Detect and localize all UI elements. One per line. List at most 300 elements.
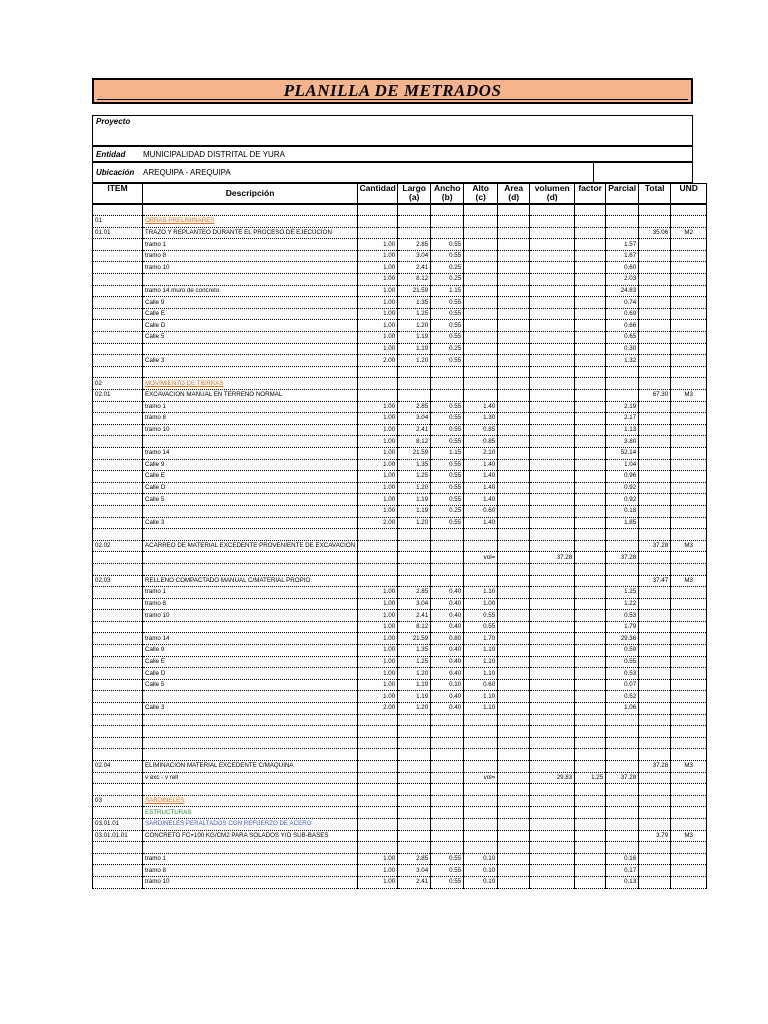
cell-parcial: 0.60	[606, 262, 639, 274]
cell-factor	[575, 308, 606, 320]
cell-alto	[464, 320, 498, 332]
cell-und	[671, 413, 707, 425]
cell-total	[639, 563, 671, 575]
cell-alto	[464, 761, 498, 773]
cell-area	[498, 853, 530, 865]
cell-largo	[398, 378, 431, 390]
cell-item	[93, 459, 143, 471]
cell-item	[93, 424, 143, 436]
cell-largo	[398, 227, 431, 239]
cell-total: 3.79	[639, 830, 671, 842]
cell-parcial	[606, 842, 639, 854]
cell-factor	[575, 447, 606, 459]
cell-vol	[530, 308, 575, 320]
cell-und	[671, 378, 707, 390]
table-row	[93, 436, 707, 448]
table-row	[93, 645, 707, 657]
cell-desc	[143, 274, 358, 286]
cell-vol	[530, 332, 575, 344]
cell-desc: Calle 3	[143, 517, 358, 529]
table-row	[93, 772, 707, 784]
cell-und	[671, 784, 707, 796]
cell-alto: 0.60	[464, 679, 498, 691]
cell-vol: 29.83	[530, 772, 575, 784]
cell-ancho: 0.55	[431, 239, 464, 251]
cell-parcial: 52.14	[606, 447, 639, 459]
cell-und	[671, 274, 707, 286]
cell-desc	[143, 505, 358, 517]
cell-und: M3	[671, 540, 707, 552]
cell-und	[671, 436, 707, 448]
cell-cant	[358, 227, 398, 239]
cell-largo: 1.19	[398, 332, 431, 344]
cell-item	[93, 517, 143, 529]
cell-desc: ELIMINACION MATERIAL EXCEDENTE C/MAQUINA	[143, 761, 358, 773]
table-row	[93, 842, 707, 854]
cell-total: 37.47	[639, 575, 671, 587]
proyecto-label: Proyecto	[96, 117, 131, 126]
cell-item	[93, 842, 143, 854]
cell-vol	[530, 714, 575, 726]
cell-desc: Calle 5	[143, 679, 358, 691]
col-header-desc: Descripción	[143, 184, 358, 204]
cell-item	[93, 679, 143, 691]
cell-ancho: 1.15	[431, 447, 464, 459]
col-header-parcial: Parcial	[606, 184, 639, 204]
cell-alto	[464, 297, 498, 309]
cell-alto: vol=	[464, 772, 498, 784]
cell-largo: 8.12	[398, 274, 431, 286]
cell-area	[498, 772, 530, 784]
cell-ancho: 0.55	[431, 355, 464, 367]
cell-ancho: 0.55	[431, 471, 464, 483]
cell-cant	[358, 540, 398, 552]
cell-und	[671, 250, 707, 262]
cell-alto	[464, 343, 498, 355]
table-row	[93, 332, 707, 344]
cell-area	[498, 355, 530, 367]
cell-cant	[358, 216, 398, 228]
cell-parcial: 0.53	[606, 668, 639, 680]
cell-cant: 1.00	[358, 436, 398, 448]
table-row	[93, 401, 707, 413]
proyecto-box	[92, 115, 693, 146]
cell-und	[671, 424, 707, 436]
cell-desc: tramo 14 muro de concreto	[143, 285, 358, 297]
cell-total	[639, 494, 671, 506]
cell-ancho: 0.55	[431, 401, 464, 413]
cell-parcial	[606, 830, 639, 842]
table-row	[93, 784, 707, 796]
cell-cant: 1.00	[358, 447, 398, 459]
cell-ancho: 0.55	[431, 297, 464, 309]
cell-alto: 1.40	[464, 471, 498, 483]
table-row	[93, 575, 707, 587]
cell-total	[639, 726, 671, 738]
cell-ancho: 0.40	[431, 645, 464, 657]
cell-parcial: 0.92	[606, 482, 639, 494]
col-header-area: Area (d)	[498, 184, 530, 204]
cell-largo: 3.04	[398, 250, 431, 262]
cell-total	[639, 274, 671, 286]
cell-cant: 1.00	[358, 250, 398, 262]
cell-ancho	[431, 726, 464, 738]
cell-ancho: 0.25	[431, 505, 464, 517]
cell-factor	[575, 320, 606, 332]
cell-item: 03.01.01.01	[93, 830, 143, 842]
cell-largo: 2.41	[398, 876, 431, 888]
cell-cant: 1.00	[358, 876, 398, 888]
cell-ancho	[431, 761, 464, 773]
cell-und	[671, 216, 707, 228]
table-row	[93, 204, 707, 216]
cell-und	[671, 610, 707, 622]
cell-vol	[530, 598, 575, 610]
table-row	[93, 714, 707, 726]
cell-desc	[143, 842, 358, 854]
cell-desc	[143, 691, 358, 703]
cell-item	[93, 413, 143, 425]
table-row	[93, 598, 707, 610]
cell-largo: 1.35	[398, 459, 431, 471]
cell-factor	[575, 633, 606, 645]
cell-largo: 3.04	[398, 865, 431, 877]
ubicacion-label: Ubicación	[96, 168, 135, 177]
cell-vol	[530, 390, 575, 402]
cell-parcial: 1.13	[606, 424, 639, 436]
cell-factor	[575, 726, 606, 738]
cell-largo: 2.41	[398, 610, 431, 622]
cell-vol	[530, 842, 575, 854]
cell-total	[639, 459, 671, 471]
cell-area	[498, 227, 530, 239]
cell-ancho	[431, 552, 464, 564]
cell-total	[639, 517, 671, 529]
cell-desc: RELLENO COMPACTADO MANUAL C/MATERIAL PROPIO	[143, 575, 358, 587]
cell-alto	[464, 285, 498, 297]
cell-largo: 1.20	[398, 668, 431, 680]
cell-und	[671, 285, 707, 297]
cell-factor	[575, 761, 606, 773]
cell-item	[93, 621, 143, 633]
cell-largo	[398, 204, 431, 216]
cell-largo	[398, 366, 431, 378]
cell-total: 37.28	[639, 540, 671, 552]
table-row	[93, 761, 707, 773]
cell-area	[498, 517, 530, 529]
cell-und	[671, 517, 707, 529]
cell-area	[498, 714, 530, 726]
cell-vol	[530, 563, 575, 575]
cell-item: 02.02	[93, 540, 143, 552]
cell-factor	[575, 424, 606, 436]
cell-cant	[358, 726, 398, 738]
cell-ancho	[431, 795, 464, 807]
cell-cant: 1.00	[358, 424, 398, 436]
cell-ancho: 0.55	[431, 482, 464, 494]
cell-factor	[575, 239, 606, 251]
table-row	[93, 633, 707, 645]
cell-vol	[530, 517, 575, 529]
cell-parcial: 0.53	[606, 610, 639, 622]
table-row	[93, 343, 707, 355]
cell-item	[93, 726, 143, 738]
cell-parcial	[606, 390, 639, 402]
cell-factor	[575, 482, 606, 494]
table-row	[93, 818, 707, 830]
cell-vol	[530, 239, 575, 251]
cell-area	[498, 494, 530, 506]
cell-area	[498, 795, 530, 807]
cell-und	[671, 726, 707, 738]
cell-alto	[464, 749, 498, 761]
cell-largo: 1.25	[398, 656, 431, 668]
cell-factor	[575, 853, 606, 865]
cell-factor	[575, 529, 606, 541]
cell-item	[93, 668, 143, 680]
cell-desc	[143, 737, 358, 749]
cell-desc: TRAZO Y REPLANTEO DURANTE EL PROCESO DE EJECUCION	[143, 227, 358, 239]
cell-und	[671, 343, 707, 355]
cell-und	[671, 308, 707, 320]
cell-alto	[464, 227, 498, 239]
cell-factor	[575, 830, 606, 842]
cell-vol	[530, 459, 575, 471]
cell-area	[498, 645, 530, 657]
cell-desc: Calle 5	[143, 332, 358, 344]
cell-factor: 1.25	[575, 772, 606, 784]
table-row	[93, 424, 707, 436]
cell-parcial: 0.66	[606, 320, 639, 332]
cell-total	[639, 505, 671, 517]
cell-total	[639, 436, 671, 448]
metrados-table	[92, 183, 707, 889]
cell-alto: 1.40	[464, 482, 498, 494]
cell-cant	[358, 772, 398, 784]
cell-vol	[530, 668, 575, 680]
cell-area	[498, 830, 530, 842]
cell-parcial: 0.30	[606, 343, 639, 355]
cell-cant: 2.00	[358, 355, 398, 367]
cell-total	[639, 413, 671, 425]
cell-und	[671, 633, 707, 645]
cell-vol	[530, 471, 575, 483]
cell-item: 02.03	[93, 575, 143, 587]
cell-alto: 1.00	[464, 598, 498, 610]
cell-item	[93, 494, 143, 506]
cell-vol	[530, 216, 575, 228]
cell-largo: 3.04	[398, 413, 431, 425]
cell-vol	[530, 703, 575, 715]
cell-area	[498, 401, 530, 413]
cell-alto: 0.85	[464, 424, 498, 436]
cell-largo	[398, 563, 431, 575]
cell-item	[93, 691, 143, 703]
cell-area	[498, 726, 530, 738]
cell-und	[671, 807, 707, 819]
cell-largo	[398, 772, 431, 784]
cell-largo: 1.35	[398, 645, 431, 657]
cell-und: M3	[671, 830, 707, 842]
cell-und	[671, 853, 707, 865]
cell-parcial	[606, 575, 639, 587]
cell-factor	[575, 227, 606, 239]
table-row	[93, 471, 707, 483]
cell-item	[93, 482, 143, 494]
cell-parcial: 0.52	[606, 691, 639, 703]
cell-parcial	[606, 540, 639, 552]
cell-und	[671, 552, 707, 564]
cell-ancho: 0.40	[431, 610, 464, 622]
cell-cant: 1.00	[358, 668, 398, 680]
cell-alto	[464, 355, 498, 367]
cell-area	[498, 610, 530, 622]
cell-total	[639, 772, 671, 784]
cell-area	[498, 842, 530, 854]
table-row	[93, 726, 707, 738]
cell-largo: 1.19	[398, 494, 431, 506]
cell-desc: tramo 10	[143, 424, 358, 436]
cell-cant: 2.00	[358, 517, 398, 529]
cell-und	[671, 749, 707, 761]
cell-parcial: 1.06	[606, 703, 639, 715]
cell-area	[498, 320, 530, 332]
cell-ancho: 0.40	[431, 656, 464, 668]
table-row	[93, 853, 707, 865]
cell-total	[639, 633, 671, 645]
cell-factor	[575, 552, 606, 564]
cell-desc: EXCAVACION MANUAL EN TERRENO NORMAL	[143, 390, 358, 402]
cell-alto	[464, 784, 498, 796]
cell-largo: 2.41	[398, 262, 431, 274]
cell-ancho	[431, 227, 464, 239]
cell-parcial: 1.57	[606, 239, 639, 251]
table-row	[93, 876, 707, 888]
cell-und	[671, 703, 707, 715]
cell-vol	[530, 876, 575, 888]
cell-ancho	[431, 749, 464, 761]
cell-item	[93, 343, 143, 355]
cell-alto	[464, 390, 498, 402]
cell-area	[498, 621, 530, 633]
cell-item	[93, 656, 143, 668]
cell-parcial: 29.36	[606, 633, 639, 645]
cell-item: 03	[93, 795, 143, 807]
cell-largo	[398, 390, 431, 402]
cell-desc	[143, 563, 358, 575]
cell-cant	[358, 563, 398, 575]
cell-item	[93, 807, 143, 819]
cell-parcial: 0.17	[606, 865, 639, 877]
cell-alto: 0.60	[464, 505, 498, 517]
cell-factor	[575, 563, 606, 575]
cell-cant: 1.00	[358, 679, 398, 691]
cell-alto: 0.10	[464, 876, 498, 888]
cell-ancho: 0.55	[431, 459, 464, 471]
cell-factor	[575, 436, 606, 448]
cell-desc	[143, 204, 358, 216]
cell-area	[498, 332, 530, 344]
table-body	[93, 204, 707, 889]
cell-vol	[530, 274, 575, 286]
cell-cant	[358, 842, 398, 854]
cell-alto: 0.85	[464, 436, 498, 448]
cell-parcial	[606, 726, 639, 738]
cell-ancho: 0.55	[431, 413, 464, 425]
cell-factor	[575, 691, 606, 703]
cell-ancho: 0.40	[431, 598, 464, 610]
table-row	[93, 308, 707, 320]
cell-item	[93, 447, 143, 459]
cell-item	[93, 737, 143, 749]
cell-factor	[575, 401, 606, 413]
table-row	[93, 494, 707, 506]
col-header-factor: factor	[575, 184, 606, 204]
cell-vol	[530, 818, 575, 830]
cell-cant: 1.00	[358, 494, 398, 506]
cell-und	[671, 795, 707, 807]
cell-desc: tramo 10	[143, 262, 358, 274]
cell-desc: tramo 14	[143, 447, 358, 459]
cell-parcial: 1.32	[606, 355, 639, 367]
cell-cant: 1.00	[358, 610, 398, 622]
cell-ancho: 0.55	[431, 424, 464, 436]
cell-parcial: 0.55	[606, 656, 639, 668]
cell-largo: 2.85	[398, 239, 431, 251]
cell-cant: 1.00	[358, 262, 398, 274]
cell-cant	[358, 575, 398, 587]
cell-area	[498, 784, 530, 796]
cell-alto: 1.40	[464, 459, 498, 471]
cell-desc	[143, 436, 358, 448]
cell-area	[498, 703, 530, 715]
cell-und	[671, 447, 707, 459]
cell-desc: CONCRETO FC=100 KG/CM2 PARA SOLADOS Y/O SUB-BASES	[143, 830, 358, 842]
cell-desc: ESTRUCTURAS	[143, 807, 358, 819]
cell-parcial: 1.22	[606, 598, 639, 610]
cell-vol: 37.28	[530, 552, 575, 564]
col-header-largo: Largo (a)	[398, 184, 431, 204]
cell-desc	[143, 784, 358, 796]
cell-cant: 1.00	[358, 505, 398, 517]
cell-desc: ACARREO DE MATERIAL EXCEDENTE PROVENIENTE DE EXCAVACION	[143, 540, 358, 552]
cell-largo	[398, 540, 431, 552]
cell-vol	[530, 610, 575, 622]
cell-total	[639, 378, 671, 390]
cell-largo	[398, 842, 431, 854]
cell-largo: 1.20	[398, 517, 431, 529]
cell-parcial: 2.17	[606, 413, 639, 425]
cell-und	[671, 772, 707, 784]
cell-vol	[530, 262, 575, 274]
cell-parcial	[606, 818, 639, 830]
cell-vol	[530, 297, 575, 309]
cell-area	[498, 390, 530, 402]
cell-desc: MOVIMIENTO DE TIERRAS	[143, 378, 358, 390]
cell-area	[498, 262, 530, 274]
cell-largo: 3.04	[398, 598, 431, 610]
cell-item	[93, 204, 143, 216]
cell-area	[498, 679, 530, 691]
cell-vol	[530, 853, 575, 865]
cell-cant: 2.00	[358, 703, 398, 715]
cell-item	[93, 366, 143, 378]
table-row	[93, 216, 707, 228]
cell-largo: 21.59	[398, 633, 431, 645]
cell-factor	[575, 656, 606, 668]
cell-ancho: 0.80	[431, 633, 464, 645]
table-row	[93, 413, 707, 425]
